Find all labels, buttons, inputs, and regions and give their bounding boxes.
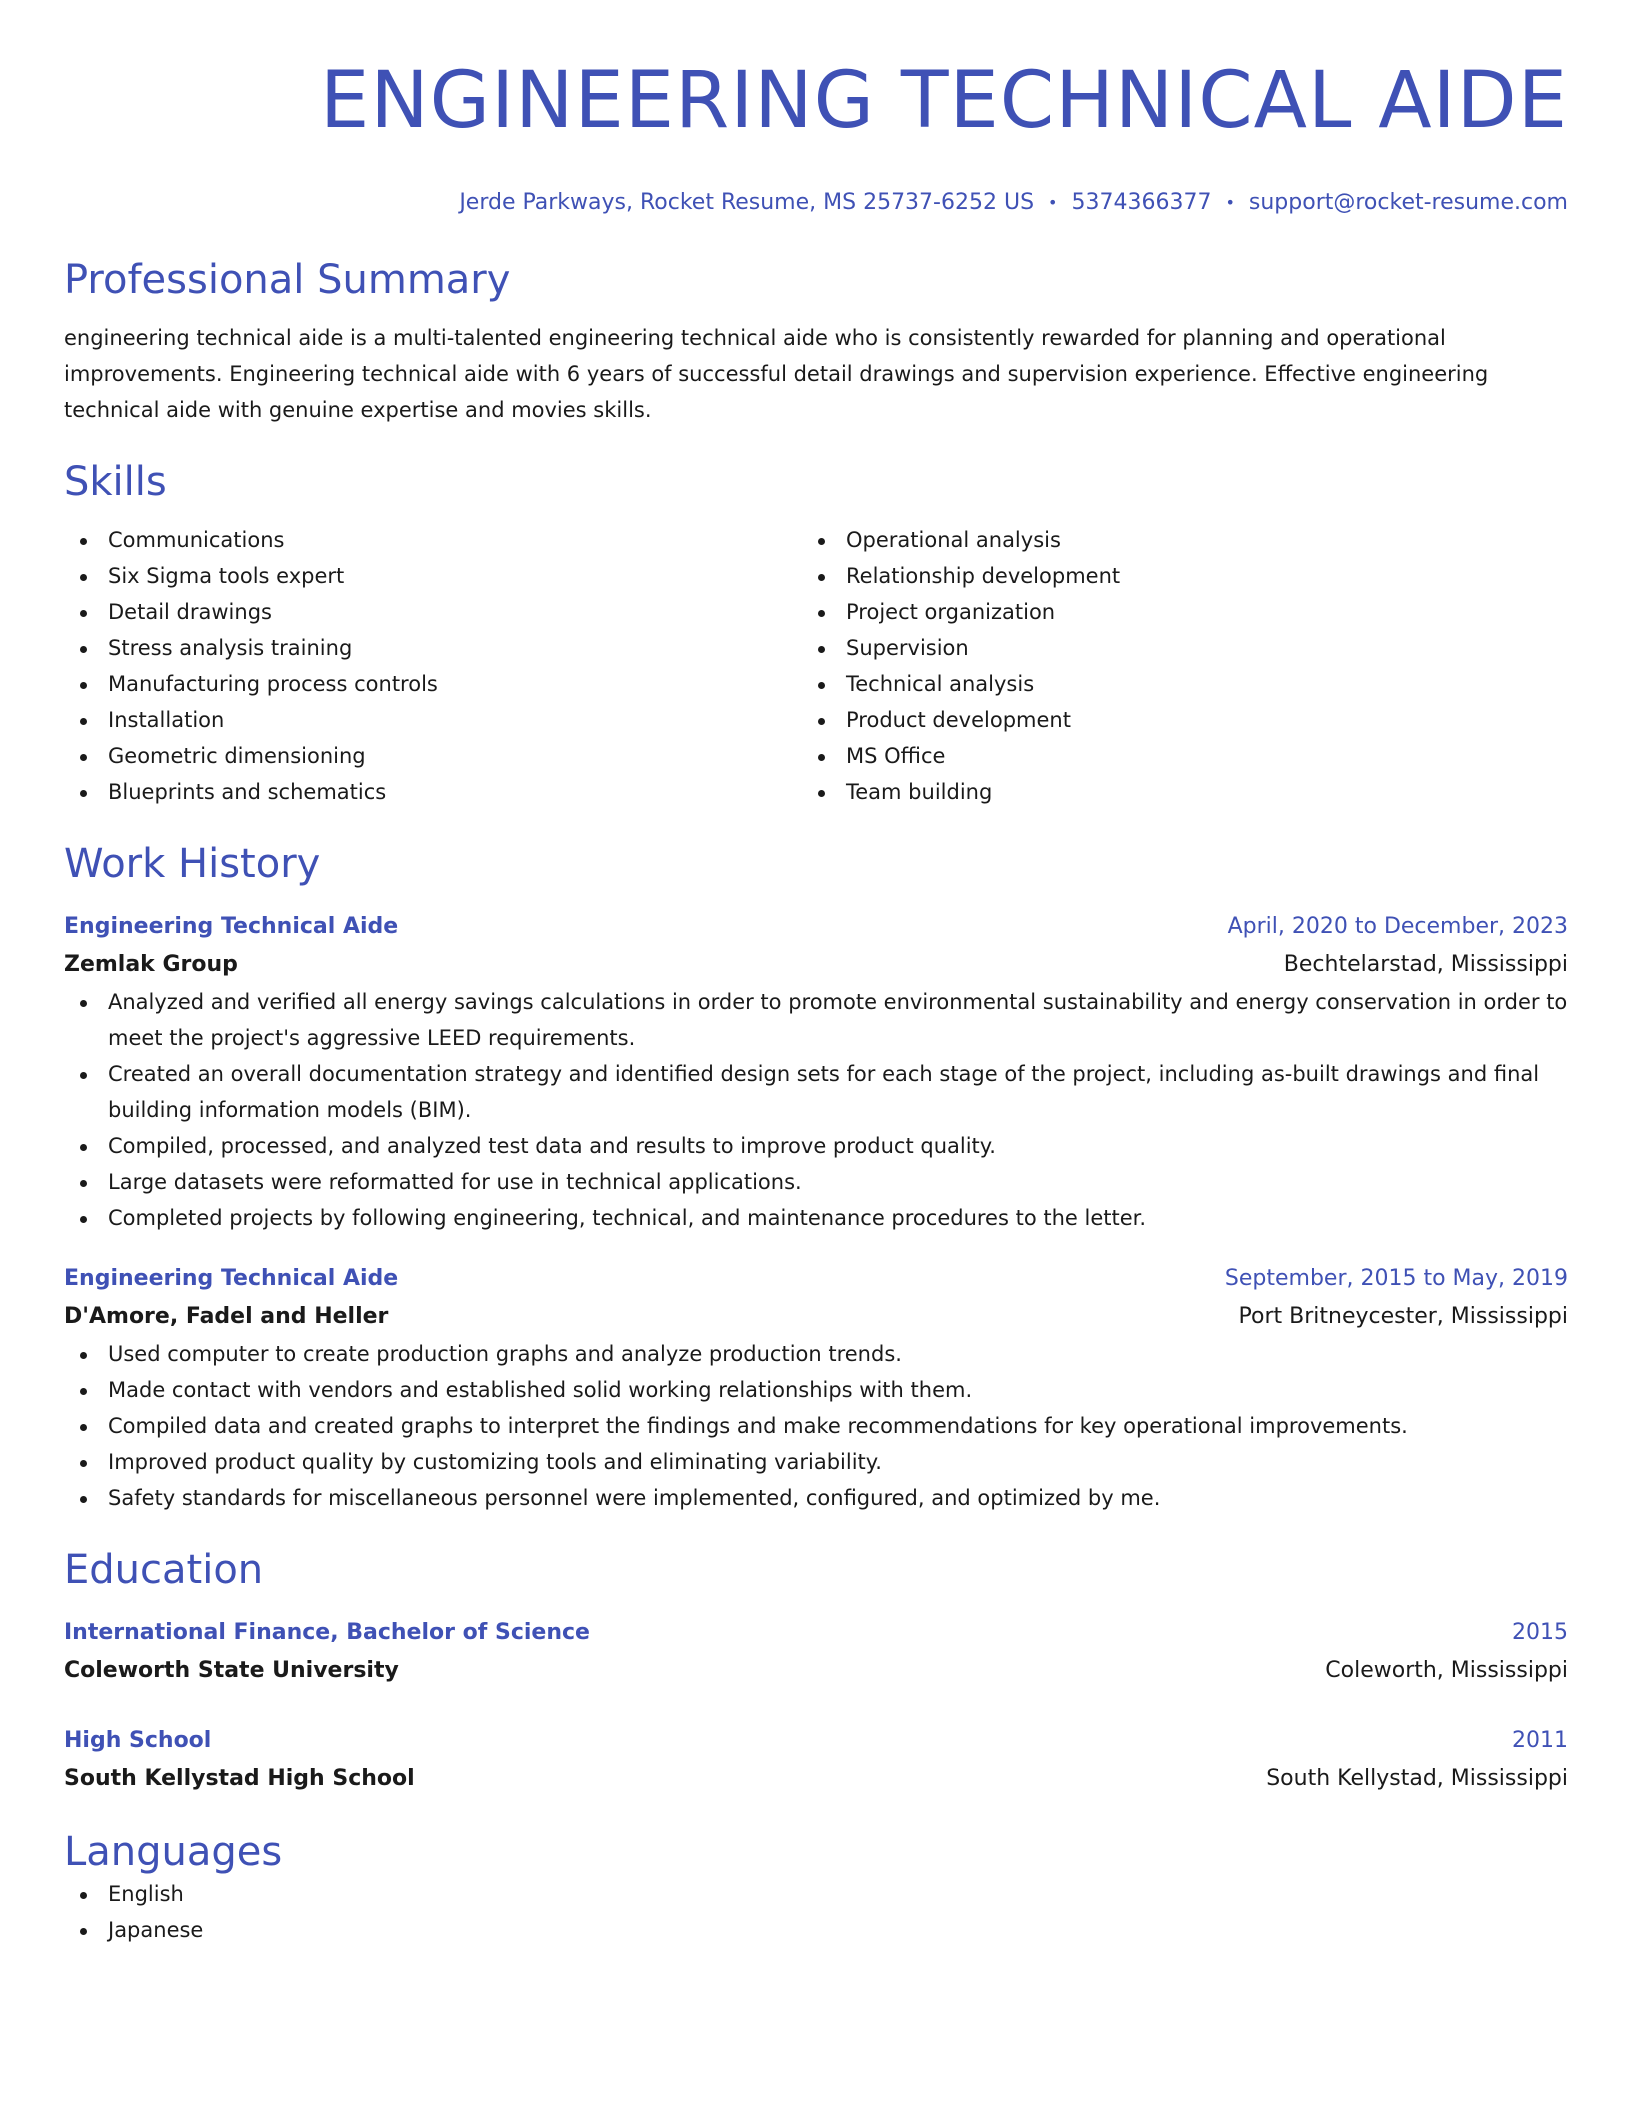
job-bullet: Compiled data and created graphs to interpret the findings and make recommendations for key operational improvements.: [64, 1408, 1568, 1444]
skill-item: Team building: [802, 774, 1540, 810]
skill-item: Detail drawings: [64, 594, 802, 630]
education-location: Coleworth, Mississippi: [1325, 1658, 1568, 1683]
section-title-education: Education: [64, 1547, 264, 1593]
skill-item: Installation: [64, 702, 802, 738]
contact-phone: 5374366377: [1071, 190, 1212, 215]
contact-separator: •: [1048, 193, 1058, 212]
skills-grid: [64, 522, 1568, 810]
skill-item: Communications: [64, 522, 802, 558]
job-dates: April, 2020 to December, 2023: [1227, 914, 1568, 939]
education-degree: International Finance, Bachelor of Science: [64, 1620, 590, 1645]
education-degree: High School: [64, 1728, 212, 1753]
education-year: 2015: [1512, 1620, 1568, 1645]
job-bullet: Used computer to create production graphs and analyze production trends.: [64, 1336, 1568, 1372]
job-location: Bechtelarstad, Mississippi: [1283, 952, 1568, 977]
education-school: Coleworth State University: [64, 1658, 399, 1683]
job-dates: September, 2015 to May, 2019: [1224, 1266, 1568, 1291]
section-title-languages: Languages: [64, 1829, 283, 1875]
contact-address: Jerde Parkways, Rocket Resume, MS 25737-6252 US: [459, 190, 1035, 215]
section-title-skills: Skills: [64, 459, 167, 505]
job-bullets: [64, 1336, 1568, 1516]
skill-item: Geometric dimensioning: [64, 738, 802, 774]
skill-item: Blueprints and schematics: [64, 774, 802, 810]
skill-item: Product development: [802, 702, 1540, 738]
job-bullet: Large datasets were reformatted for use in technical applications.: [64, 1164, 1568, 1200]
skill-item: Stress analysis training: [64, 630, 802, 666]
languages-list: [64, 1876, 1568, 1948]
job-entry: [64, 1260, 1568, 1516]
skills-column-left: [64, 522, 802, 810]
job-employer: D'Amore, Fadel and Heller: [64, 1304, 389, 1329]
section-title-summary: Professional Summary: [64, 257, 511, 303]
job-header-row: [64, 908, 1568, 946]
job-role: Engineering Technical Aide: [64, 914, 399, 939]
contact-separator: •: [1225, 193, 1235, 212]
job-bullet: Compiled, processed, and analyzed test data and results to improve product quality.: [64, 1128, 1568, 1164]
job-role: Engineering Technical Aide: [64, 1266, 399, 1291]
skill-item: Project organization: [802, 594, 1540, 630]
contact-email: support@rocket-resume.com: [1248, 190, 1568, 215]
job-employer-row: [64, 946, 1568, 984]
job-entry: [64, 908, 1568, 1236]
education-school: South Kellystad High School: [64, 1766, 415, 1791]
education-entry: [64, 1722, 1568, 1798]
language-item: English: [64, 1876, 1568, 1912]
education-entry: [64, 1614, 1568, 1690]
job-bullet: Completed projects by following engineering, technical, and maintenance procedures to the letter.: [64, 1200, 1568, 1236]
skill-item: Operational analysis: [802, 522, 1540, 558]
job-bullet: Improved product quality by customizing tools and eliminating variability.: [64, 1444, 1568, 1480]
job-employer: Zemlak Group: [64, 952, 238, 977]
skill-item: Technical analysis: [802, 666, 1540, 702]
education-year: 2011: [1512, 1728, 1568, 1753]
skill-item: Manufacturing process controls: [64, 666, 802, 702]
job-bullet: Safety standards for miscellaneous personnel were implemented, configured, and optimized by me.: [64, 1480, 1568, 1516]
job-header-row: [64, 1260, 1568, 1298]
skill-item: Six Sigma tools expert: [64, 558, 802, 594]
skill-item: MS Office: [802, 738, 1540, 774]
skill-item: Supervision: [802, 630, 1540, 666]
job-location: Port Britneycester, Mississippi: [1238, 1304, 1568, 1329]
section-title-work-history: Work History: [64, 841, 321, 887]
language-item: Japanese: [64, 1912, 1568, 1948]
job-bullet: Created an overall documentation strategy and identified design sets for each stage of the project, including as-built drawings and final building information models (BIM).: [64, 1056, 1568, 1128]
education-header-row: [64, 1614, 1568, 1652]
candidate-title: ENGINEERING TECHNICAL AIDE: [320, 56, 1568, 146]
education-school-row: [64, 1652, 1568, 1690]
education-header-row: [64, 1722, 1568, 1760]
job-bullet: Analyzed and verified all energy savings calculations in order to promote environmental sustainability and energy conservation in order to meet the project's aggressive LEED requirements.: [64, 984, 1568, 1056]
job-employer-row: [64, 1298, 1568, 1336]
contact-line: [64, 188, 1568, 218]
skills-column-right: [802, 522, 1540, 810]
education-school-row: [64, 1760, 1568, 1798]
job-bullets: [64, 984, 1568, 1236]
education-location: South Kellystad, Mississippi: [1266, 1766, 1568, 1791]
skill-item: Relationship development: [802, 558, 1540, 594]
summary-text: engineering technical aide is a multi-talented engineering technical aide who is consistently rewarded for planning and operational improvements. Engineering technical aide with 6 years of successful detail drawings and supervision experience. Effective engineering technical aide with genuine expertise and movies skills.: [64, 326, 1489, 422]
job-bullet: Made contact with vendors and established solid working relationships with them.: [64, 1372, 1568, 1408]
